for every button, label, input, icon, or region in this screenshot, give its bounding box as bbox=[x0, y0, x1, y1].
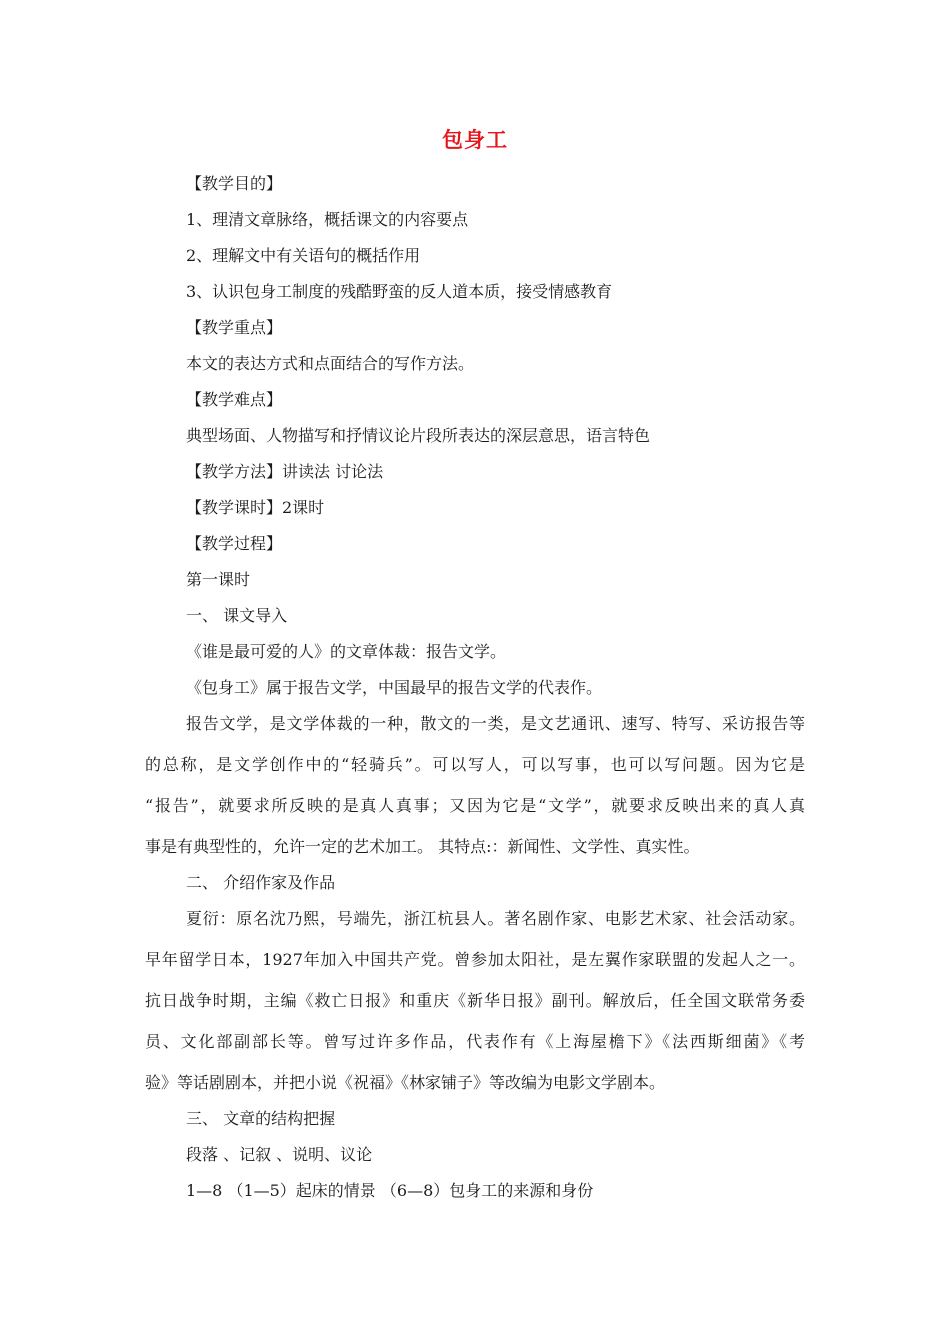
report-lit-para-line-3: “报告”，就要求所反映的是真人真事；又因为它是“文学”，就要求反映出来的真人真 bbox=[145, 796, 805, 815]
goal-item-2: 2、理解文中有关语句的概括作用 bbox=[186, 246, 421, 265]
goal-item-1: 1、理清文章脉络，概括课文的内容要点 bbox=[186, 210, 469, 229]
structure-modes: 段落 、记叙 、说明、议论 bbox=[186, 1145, 373, 1164]
report-lit-para-line-4: 事是有典型性的，允许一定的艺术加工。 其特点:：新闻性、文学性、真实性。 bbox=[145, 837, 700, 856]
lesson-one-heading: 第一课时 bbox=[186, 570, 251, 589]
heading-difficulties: 【教学难点】 bbox=[186, 390, 283, 409]
section-1-heading: 一、 课文导入 bbox=[186, 606, 288, 625]
document-title: 包身工 bbox=[442, 127, 508, 152]
key-points-text: 本文的表达方式和点面结合的写作方法。 bbox=[186, 354, 475, 373]
author-para-line-3: 抗日战争时期，主编《救亡日报》和重庆《新华日报》副刊。解放后，任全国文联常务委 bbox=[145, 991, 805, 1010]
heading-key-points: 【教学重点】 bbox=[186, 318, 283, 337]
author-para-line-5: 验》等话剧剧本，并把小说《祝福》《林家铺子》等改编为电影文学剧本。 bbox=[145, 1073, 666, 1092]
author-para-line-4: 员、文化部副部长等。曾写过许多作品，代表作有《上海屋檐下》《法西斯细菌》《考 bbox=[145, 1032, 805, 1051]
report-lit-para-line-2: 的总称，是文学创作中的“轻骑兵”。可以写人，可以写事，也可以写问题。因为它是 bbox=[145, 755, 805, 774]
section-2-heading: 二、 介绍作家及作品 bbox=[186, 873, 336, 892]
difficulties-text: 典型场面、人物描写和抒情议论片段所表达的深层意思，语言特色 bbox=[186, 426, 651, 445]
goal-item-3: 3、认识包身工制度的残酷野蛮的反人道本质，接受情感教育 bbox=[186, 282, 613, 301]
teaching-hours: 【教学课时】2课时 bbox=[186, 498, 325, 517]
heading-teaching-goals: 【教学目的】 bbox=[186, 174, 283, 193]
structure-paragraphs: 1—8 （1—5）起床的情景 （6—8）包身工的来源和身份 bbox=[186, 1181, 594, 1200]
report-lit-para-line-1: 报告文学，是文学体裁的一种，散文的一类，是文艺通讯、速写、特写、采访报告等 bbox=[186, 714, 805, 733]
author-para-line-2: 早年留学日本，1927年加入中国共产党。曾参加太阳社，是左翼作家联盟的发起人之一。 bbox=[145, 950, 805, 969]
intro-line-1: 《谁是最可爱的人》的文章体裁：报告文学。 bbox=[186, 642, 507, 661]
section-3-heading: 三、 文章的结构把握 bbox=[186, 1109, 336, 1128]
author-para-line-1: 夏衍：原名沈乃熙，号端先，浙江杭县人。著名剧作家、电影艺术家、社会活动家。 bbox=[186, 909, 805, 928]
heading-process: 【教学过程】 bbox=[186, 534, 283, 553]
intro-line-2: 《包身工》属于报告文学，中国最早的报告文学的代表作。 bbox=[186, 678, 603, 697]
teaching-methods: 【教学方法】讲读法 讨论法 bbox=[186, 462, 384, 481]
